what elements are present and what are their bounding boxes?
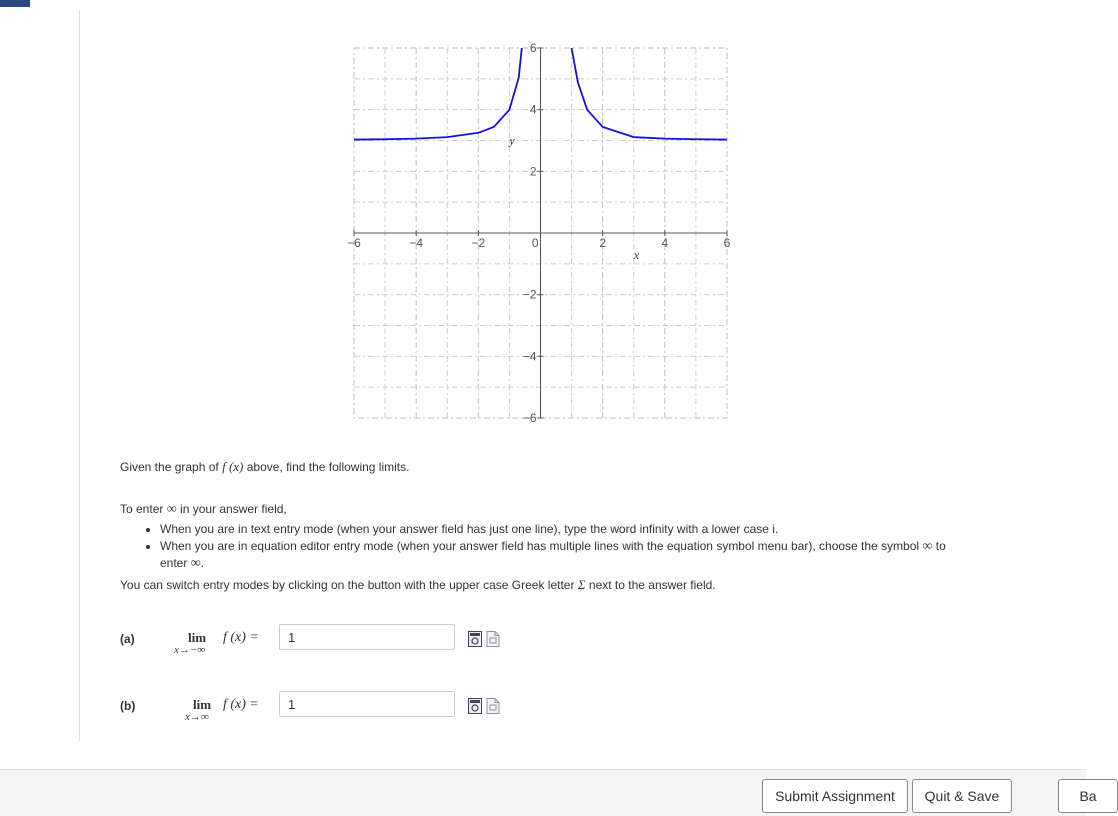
content-divider <box>79 10 80 741</box>
intro-function: f (x) <box>222 459 244 474</box>
equation-editor-icon[interactable] <box>468 631 482 647</box>
instructions <box>120 501 970 594</box>
x-tick-label: −4 <box>409 236 424 250</box>
footer-bar <box>0 769 1097 816</box>
curve-right-branch <box>568 26 727 139</box>
y-tick-label: 6 <box>529 41 537 55</box>
part-b-function: f (x) = <box>223 697 259 712</box>
part-a-function: f (x) = <box>223 630 259 645</box>
y-tick-label: −2 <box>522 287 537 302</box>
infinity-symbol: ∞ <box>166 502 177 517</box>
top-accent-bar <box>0 0 30 7</box>
switch-mode-text: You can switch entry modes by clicking on the button with the upper case Greek letter Σ next to the answer field. <box>120 577 716 592</box>
part-b-lim-subscript: x→∞ <box>185 711 209 723</box>
y-tick-label: 2 <box>529 164 537 179</box>
y-tick-label: −4 <box>522 349 537 364</box>
function-graph <box>340 40 740 430</box>
equation-editor-icon[interactable] <box>468 698 482 714</box>
y-tick-label: −6 <box>522 411 537 425</box>
intro-text <box>120 459 409 475</box>
preview-document-icon[interactable] <box>486 631 500 647</box>
instruction-bullet-text-mode: • When you are in text entry mode (when your answer field has just one line), type the word infinity with a lower case i. <box>160 521 970 538</box>
instructions-lead: To enter ∞ in your answer field, <box>120 502 287 517</box>
intro-prefix: Given the graph of <box>120 460 219 474</box>
x-tick-label: 4 <box>661 236 669 250</box>
y-axis-label: y <box>509 133 515 148</box>
part-a-label: (a) <box>120 632 135 646</box>
x-tick-label: 0 <box>531 236 539 250</box>
instructions-list <box>120 521 970 572</box>
y-tick-label: 4 <box>529 102 537 117</box>
submit-assignment-button[interactable]: Submit Assignment <box>762 779 908 813</box>
quit-save-button[interactable]: Quit & Save <box>912 779 1012 813</box>
x-axis-label: x <box>633 248 640 262</box>
part-b-lim: lim <box>193 697 212 712</box>
sigma-symbol: Σ <box>577 577 586 592</box>
intro-suffix: above, find the following limits. <box>246 460 410 474</box>
part-a-answer-input[interactable] <box>279 624 455 650</box>
x-tick-label: 2 <box>599 236 607 250</box>
back-button[interactable]: Ba <box>1058 779 1118 813</box>
x-tick-label: −6 <box>347 236 361 250</box>
x-tick-label: −2 <box>471 236 486 250</box>
preview-document-icon[interactable] <box>486 698 500 714</box>
x-tick-label: 6 <box>723 236 731 250</box>
part-b-answer-input[interactable] <box>279 691 455 717</box>
part-a-lim: lim <box>188 630 207 645</box>
part-a-lim-subscript: x→−∞ <box>174 644 206 656</box>
instruction-bullet-editor-mode: • When you are in equation editor entry mode (when your answer field has multiple lines with the equation symbol menu bar), choose the symbol ∞ to enter ∞. <box>160 538 970 572</box>
curve-left-branch <box>354 0 528 140</box>
part-b-label: (b) <box>120 699 136 713</box>
